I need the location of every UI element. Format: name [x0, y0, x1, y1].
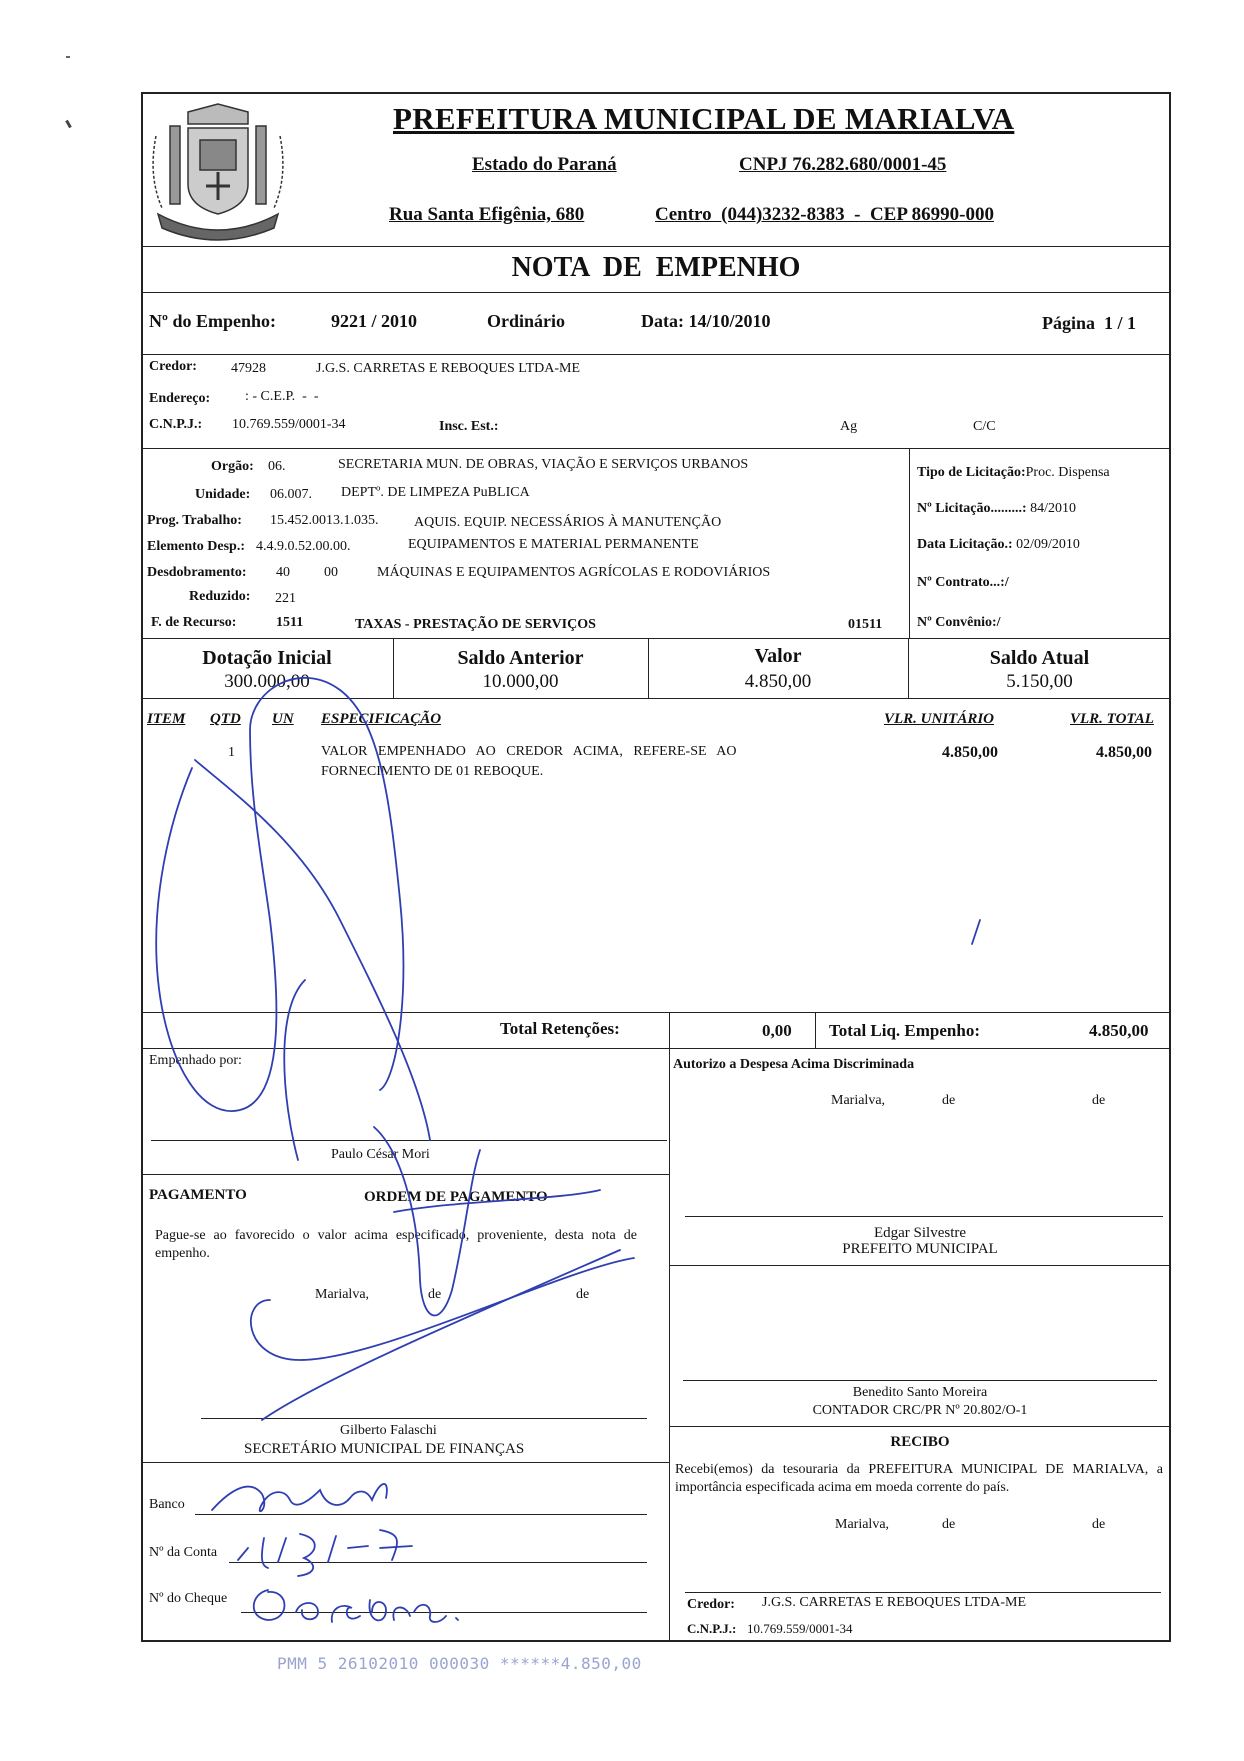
pagamento-city: Marialva, — [315, 1287, 370, 1302]
credor-label: Credor: — [149, 359, 197, 374]
desdobramento-label: Desdobramento: — [147, 565, 247, 580]
recurso-label: F. de Recurso: — [151, 615, 237, 630]
empenho-number-label: Nº do Empenho: — [149, 311, 276, 331]
desdobramento-sub: 00 — [324, 565, 338, 580]
recurso-number: 01511 — [848, 617, 883, 632]
liquido-value: 4.850,00 — [1089, 1021, 1149, 1040]
state-name: Estado do Paraná — [472, 154, 617, 175]
retencoes-label: Total Retenções: — [500, 1019, 620, 1038]
elemento-label: Elemento Desp.: — [147, 539, 245, 554]
contact-info: Centro (044)3232-8383 - CEP 86990-000 — [655, 204, 994, 225]
empenhado-por-name: Paulo César Mori — [331, 1147, 430, 1162]
dotacao-value: 300.000,00 — [224, 671, 310, 692]
reduzido-value: 221 — [275, 591, 296, 606]
payment-stamp: PMM 5 26102010 000030 ******4.850,00 — [277, 1654, 642, 1673]
recibo-label: RECIBO — [890, 1434, 950, 1450]
insc-est-label: Insc. Est.: — [439, 419, 499, 434]
autorizo-label: Autorizo a Despesa Acima Discriminada — [673, 1057, 915, 1072]
unidade-code: 06.007. — [270, 487, 312, 502]
saldo-atual-label: Saldo Atual — [989, 647, 1090, 669]
item-total-value: 4.850,00 — [1096, 744, 1152, 761]
desdobramento-code: 40 — [276, 565, 290, 580]
recibo-de1: de — [942, 1517, 956, 1532]
col-header-un: UN — [272, 711, 294, 727]
credor-cnpj: 10.769.559/0001-34 — [232, 417, 346, 432]
autorizo-de2: de — [1092, 1093, 1106, 1108]
elemento-code: 4.4.9.0.52.00.00. — [256, 539, 351, 554]
licitacao-tipo-label-text: Tipo de Licitação: — [917, 465, 1026, 480]
unidade-name: DEPTº. DE LIMPEZA PuBLICA — [341, 485, 530, 500]
secretario-title: SECRETÁRIO MUNICIPAL DE FINANÇAS — [244, 1441, 525, 1457]
credor-code: 47928 — [231, 361, 266, 376]
cnpj-header: CNPJ 76.282.680/0001-45 — [739, 154, 947, 175]
prefeito-name: Edgar Silvestre — [873, 1225, 967, 1241]
licitacao-data-row — [917, 538, 1080, 552]
recibo-credor-label: Credor: — [687, 1597, 735, 1612]
orgao-name: SECRETARIA MUN. DE OBRAS, VIAÇÃO E SERVIÇOS URBANOS — [338, 457, 749, 472]
unidade-label: Unidade: — [195, 487, 251, 502]
recurso-code: 1511 — [276, 615, 304, 630]
recibo-credor-name: J.G.S. CARRETAS E REBOQUES LTDA-ME — [762, 1595, 1026, 1610]
recurso-name: TAXAS - PRESTAÇÃO DE SERVIÇOS — [355, 617, 596, 632]
valor-label: Valor — [754, 645, 802, 667]
saldo-anterior-label: Saldo Anterior — [457, 647, 584, 669]
prog-trabalho-label: Prog. Trabalho: — [147, 513, 242, 528]
empenho-type: Ordinário — [487, 311, 566, 331]
recibo-cnpj-label: C.N.P.J.: — [687, 1621, 737, 1636]
recibo-cnpj: 10.769.559/0001-34 — [747, 1621, 853, 1636]
licitacao-data-label: Data Licitação.: — [917, 537, 1013, 552]
document-title: NOTA DE EMPENHO — [511, 252, 801, 283]
orgao-code: 06. — [268, 459, 286, 474]
item-unit-value: 4.850,00 — [942, 744, 998, 761]
licitacao-data-value: 02/09/2010 — [1016, 537, 1080, 552]
recibo-de2: de — [1092, 1517, 1106, 1532]
cheque-label: Nº do Cheque — [149, 1591, 228, 1606]
licitacao-tipo-value: Proc. Dispensa — [1025, 465, 1110, 480]
valor-value: 4.850,00 — [744, 671, 812, 692]
licitacao-num-label: Nº Licitação.........: — [917, 501, 1027, 516]
contador-name: Benedito Santo Moreira — [852, 1385, 988, 1400]
empenhado-por-label: Empenhado por: — [149, 1053, 242, 1068]
item-description-line2: FORNECIMENTO DE 01 REBOQUE. — [321, 764, 544, 779]
saldo-atual-value: 5.150,00 — [1006, 671, 1073, 692]
contador-title: CONTADOR CRC/PR Nº 20.802/O-1 — [812, 1403, 1028, 1418]
licitacao-num-value: 84/2010 — [1030, 501, 1076, 516]
col-header-vlr-unitario: VLR. UNITÁRIO — [884, 711, 995, 727]
pagamento-de2: de — [576, 1287, 590, 1302]
pagamento-label: PAGAMENTO — [149, 1187, 247, 1203]
scan-mark — [65, 120, 72, 128]
elemento-name: EQUIPAMENTOS E MATERIAL PERMANENTE — [408, 537, 699, 552]
contrato-label: Nº Contrato...:/ — [917, 575, 1009, 590]
street-address: Rua Santa Efigênia, 680 — [389, 204, 585, 225]
licitacao-tipo-label — [917, 466, 1110, 480]
dotacao-label: Dotação Inicial — [202, 647, 332, 669]
endereco-label: Endereço: — [149, 391, 211, 406]
cc-label: C/C — [973, 419, 996, 434]
ag-label: Ag — [840, 419, 858, 434]
conta-label: Nº da Conta — [149, 1545, 218, 1560]
liquido-label: Total Liq. Empenho: — [829, 1021, 980, 1040]
recibo-city: Marialva, — [835, 1517, 890, 1532]
item-description-line1: VALOR EMPENHADO AO CREDOR ACIMA, REFERE-SE AO — [321, 744, 737, 759]
banco-label: Banco — [149, 1497, 185, 1512]
convenio-label: Nº Convênio:/ — [917, 615, 1001, 630]
col-header-item: ITEM — [147, 711, 186, 727]
credor-name: J.G.S. CARRETAS E REBOQUES LTDA-ME — [316, 361, 580, 376]
recibo-text: Recebi(emos) da tesouraria da PREFEITURA MUNICIPAL DE MARIALVA, a importância especificada acima em moeda corrente do país. — [675, 1462, 1163, 1496]
prog-trabalho-name: AQUIS. EQUIP. NECESSÁRIOS À MANUTENÇÃO — [414, 515, 722, 530]
item-number: 1 — [228, 745, 235, 760]
col-header-especificacao: ESPECIFICAÇÃO — [321, 711, 442, 727]
orgao-label: Orgão: — [211, 459, 254, 474]
cnpj-label: C.N.P.J.: — [149, 417, 203, 432]
prog-trabalho-code: 15.452.0013.1.035. — [270, 513, 379, 528]
col-header-vlr-total: VLR. TOTAL — [1070, 711, 1154, 727]
empenho-number: 9221 / 2010 — [331, 311, 418, 331]
prefeitura-title: PREFEITURA MUNICIPAL DE MARIALVA — [393, 101, 1015, 136]
pagamento-text: Pague-se ao favorecido o valor acima especificado, proveniente, desta nota de empenho. — [155, 1228, 637, 1262]
reduzido-label: Reduzido: — [189, 589, 251, 604]
desdobramento-name: MÁQUINAS E EQUIPAMENTOS AGRÍCOLAS E RODOVIÁRIOS — [377, 565, 771, 580]
retencoes-value: 0,00 — [762, 1021, 792, 1040]
prefeito-title: PREFEITO MUNICIPAL — [842, 1241, 998, 1257]
autorizo-de1: de — [942, 1093, 956, 1108]
pagamento-de1: de — [428, 1287, 442, 1302]
endereco-value: : - C.E.P. - - — [245, 389, 319, 404]
col-header-qtd: QTD — [210, 711, 241, 727]
autorizo-city: Marialva, — [831, 1093, 886, 1108]
empenho-date: Data: 14/10/2010 — [641, 311, 771, 331]
licitacao-num-row — [917, 502, 1076, 516]
page-number: Página 1 / 1 — [1042, 313, 1137, 333]
municipal-coat-of-arms-logo — [148, 96, 288, 244]
ordem-pagamento-label: ORDEM DE PAGAMENTO — [364, 1189, 548, 1205]
scan-mark — [66, 56, 70, 58]
saldo-anterior-value: 10.000,00 — [482, 671, 559, 692]
secretario-name: Gilberto Falaschi — [340, 1423, 437, 1438]
